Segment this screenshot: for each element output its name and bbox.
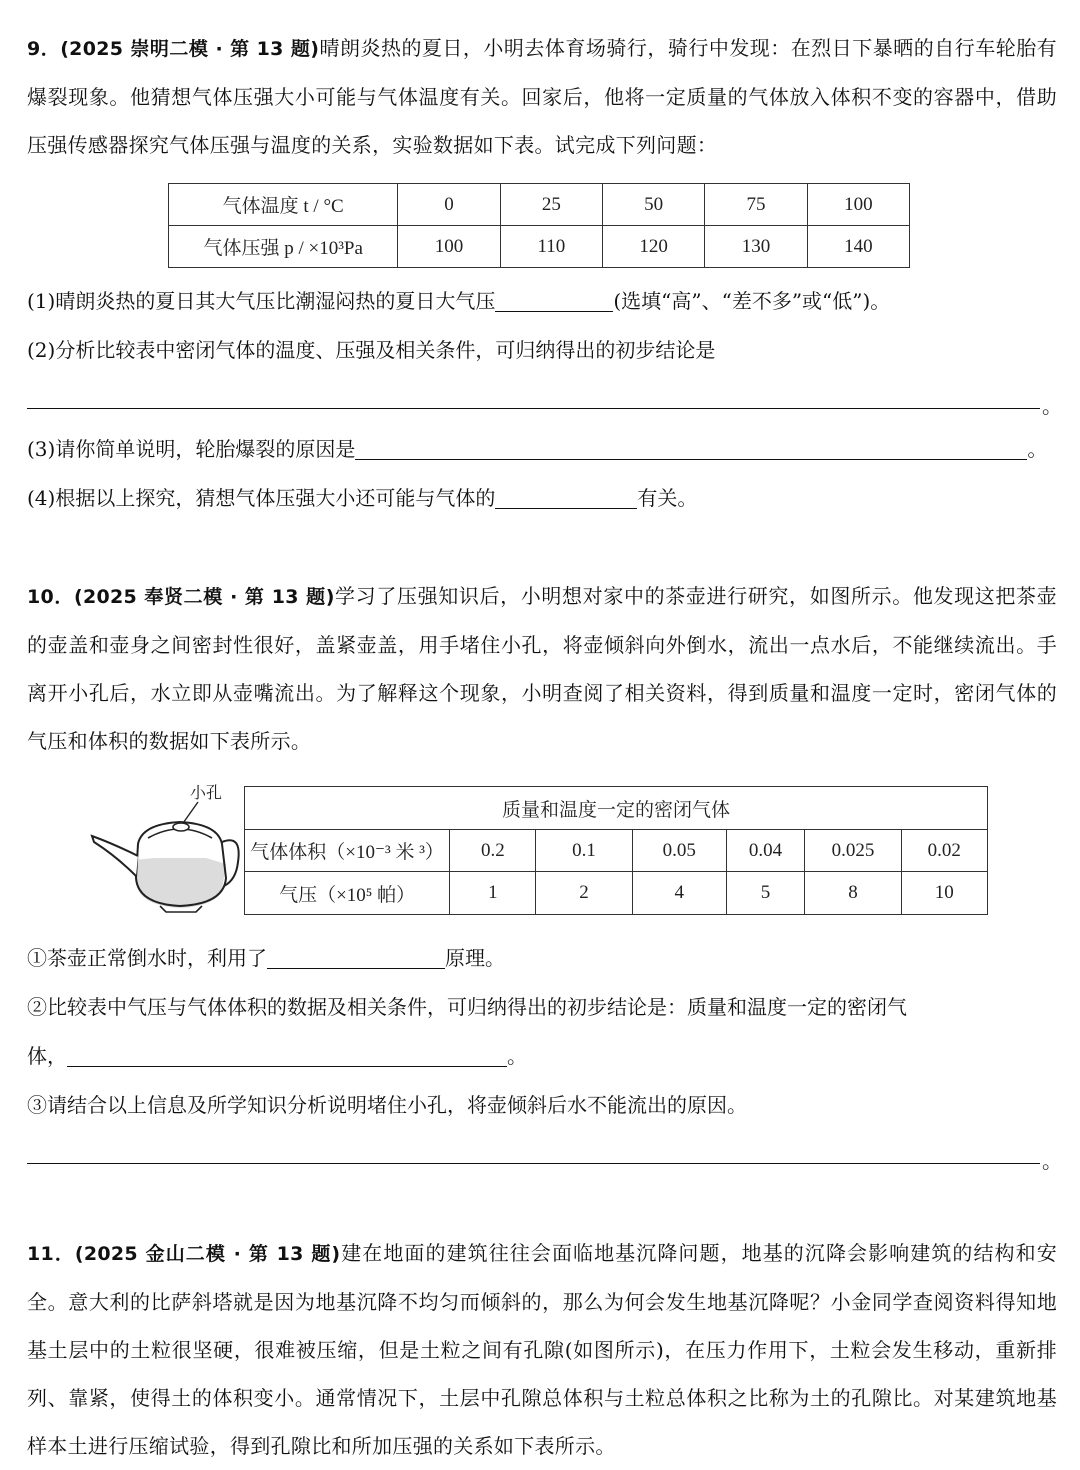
teapot-figure <box>86 780 246 920</box>
table-cell: 0.02 <box>901 830 987 872</box>
q9-data-table <box>168 183 910 268</box>
table-cell: 50 <box>603 184 705 226</box>
table-cell: 0.1 <box>536 830 632 872</box>
q9-sub2: (2)分析比较表中密闭气体的温度、压强及相关条件，可归纳得出的初步结论是 <box>27 338 716 362</box>
q9-sub1-text: (1)晴朗炎热的夏日其大气压比潮湿闷热的夏日大气压 <box>27 289 496 313</box>
q9-source: 9．(2025 崇明二模 · 第 13 题) <box>27 38 320 60</box>
q9-row2-label: 气体压强 p / ×10³Pa <box>169 226 398 268</box>
q9-stem-text: 晴朗炎热的夏日，小明去体育场骑行，骑行中发现：在烈日下暴晒的自行车轮胎有爆裂现象。他猜想气体压强大小可能与气体温度有关。回家后，他将一定质量的气体放入体积不变的容器中，借助压强传感器探究气体压强与温度的关系，实验数据如下表。试完成下列问题： <box>27 36 1057 157</box>
q10-stem-text: 学习了压强知识后，小明想对家中的茶壶进行研究，如图所示。他发现这把茶壶的壶盖和壶身之间密封性很好，盖紧壶盖，用手堵住小孔，将壶倾斜向外倒水，流出一点水后，不能继续流出。手离开小孔后，水立即从壶嘴流出。为了解释这个现象，小明查阅了相关资料，得到质量和温度一定时，密闭气体的气压和体积的数据如下表所示。 <box>27 584 1057 753</box>
table-cell: 75 <box>705 184 807 226</box>
q9-sub1-options: (选填“高”、“差不多”或“低”)。 <box>613 289 891 313</box>
q10-row2-label: 气压（×10⁵ 帕） <box>245 872 450 915</box>
q10-stem <box>27 572 1057 765</box>
q9-stem <box>27 24 1057 169</box>
table-cell: 100 <box>398 226 500 268</box>
q10-sub2-line1: ②比较表中气压与气体体积的数据及相关条件，可归纳得出的初步结论是：质量和温度一定的密闭气 <box>27 995 907 1019</box>
teapot-knob <box>173 823 189 831</box>
table-cell: 0.025 <box>805 830 901 872</box>
q9-pressure-row <box>169 226 910 268</box>
table-cell: 130 <box>705 226 807 268</box>
q10-sub1 <box>27 943 505 973</box>
q9-sub4 <box>27 483 697 513</box>
q10-sub1-answer-blank[interactable] <box>267 946 445 969</box>
q10-sub2-end-mark: 。 <box>507 1044 527 1068</box>
q9-sub1-answer-blank[interactable] <box>495 289 613 312</box>
teapot-water <box>134 858 226 908</box>
table-cell: 0 <box>398 184 500 226</box>
table-cell: 140 <box>807 226 909 268</box>
q9-row1-label: 气体温度 t / °C <box>169 184 398 226</box>
table-cell: 1 <box>450 872 536 915</box>
q9-sub2-end-mark: 。 <box>1042 394 1062 418</box>
q10-sub2-prefix: 体， <box>27 1044 67 1068</box>
table-cell: 120 <box>603 226 705 268</box>
q9-sub4-suffix: 有关。 <box>637 486 698 510</box>
table-cell: 0.05 <box>632 830 726 872</box>
q10-data-table <box>244 786 988 915</box>
q10-volume-row <box>245 830 988 872</box>
q9-sub3-end-mark: 。 <box>1027 437 1048 461</box>
q10-caption-row <box>245 787 988 830</box>
table-cell: 4 <box>632 872 726 915</box>
q10-sub3-answer-line[interactable] <box>27 1163 1040 1164</box>
table-cell: 0.04 <box>726 830 804 872</box>
teapot-spout <box>92 836 138 876</box>
q9-sub4-text: (4)根据以上探究，猜想气体压强大小还可能与气体的 <box>27 486 496 510</box>
q11-stem <box>27 1229 1057 1470</box>
q9-sub4-answer-blank[interactable] <box>495 486 637 509</box>
q10-pressure-row <box>245 872 988 915</box>
table-cell: 2 <box>536 872 632 915</box>
q9-sub2-answer-line[interactable] <box>27 408 1040 409</box>
table-cell: 25 <box>500 184 602 226</box>
q9-sub1 <box>27 286 890 316</box>
q9-sub3-text: (3)请你简单说明，轮胎爆裂的原因是 <box>27 437 356 461</box>
table-cell: 5 <box>726 872 804 915</box>
q10-source: 10．(2025 奉贤二模 · 第 13 题) <box>27 586 335 608</box>
q11-source: 11．(2025 金山二模 · 第 13 题) <box>27 1243 341 1265</box>
table-cell: 110 <box>500 226 602 268</box>
q10-row1-label: 气体体积（×10⁻³ 米 ³） <box>245 830 450 872</box>
q10-sub1-suffix: 原理。 <box>445 946 505 970</box>
small-hole-label: 小孔 <box>190 783 223 802</box>
q10-sub2-line2 <box>27 1041 527 1071</box>
q10-table-caption: 质量和温度一定的密闭气体 <box>245 787 988 830</box>
q10-sub3-end-mark: 。 <box>1042 1149 1062 1173</box>
q9-sub3 <box>27 434 1047 464</box>
q10-sub3: ③请结合以上信息及所学知识分析说明堵住小孔，将壶倾斜后水不能流出的原因。 <box>27 1093 747 1117</box>
table-cell: 8 <box>805 872 901 915</box>
q9-temperature-row <box>169 184 910 226</box>
table-cell: 10 <box>901 872 987 915</box>
q11-stem-text: 建在地面的建筑往往会面临地基沉降问题，地基的沉降会影响建筑的结构和安全。意大利的比萨斜塔就是因为地基沉降不均匀而倾斜的，那么为何会发生地基沉降呢？小金同学查阅资料得知地基土层中的土粒很坚硬，很难被压缩，但是土粒之间有孔隙(如图所示)，在压力作用下，土粒会发生移动，重新排列、靠紧，使得土的体积变小。通常情况下，土层中孔隙总体积与土粒总体积之比称为土的孔隙比。对某建筑地基样本土进行压缩试验，得到孔隙比和所加压强的关系如下表所示。 <box>27 1241 1058 1458</box>
q10-sub2-answer-blank[interactable] <box>67 1044 507 1067</box>
table-cell: 100 <box>807 184 909 226</box>
q10-sub1-text: ①茶壶正常倒水时，利用了 <box>27 946 267 970</box>
table-cell: 0.2 <box>450 830 536 872</box>
q9-sub3-answer-blank[interactable] <box>355 437 1027 460</box>
